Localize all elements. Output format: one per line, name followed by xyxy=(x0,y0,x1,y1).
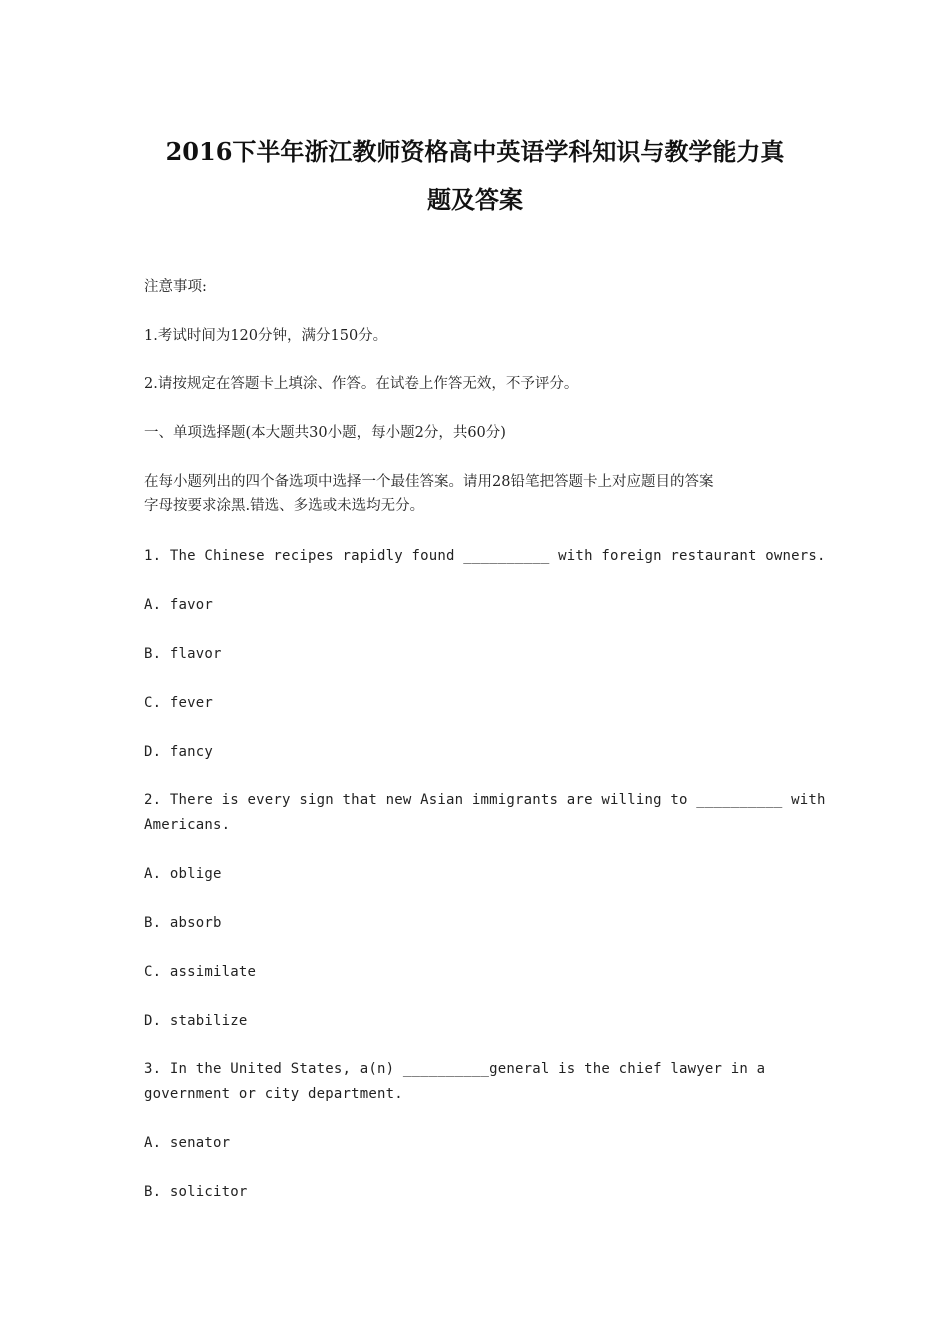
question-2-option-a: A. oblige xyxy=(144,866,222,882)
section-instruction-line-2: 字母按要求涂黑.错选、多选或未选均无分。 xyxy=(144,498,425,514)
question-1-option-c: C. fever xyxy=(144,695,214,711)
document-title-line-1: 2016下半年浙江教师资格高中英语学科知识与教学能力真 xyxy=(165,137,785,166)
question-3-stem-line-1: 3. In the United States, a(n) __________general is the chief lawyer in a xyxy=(144,1061,766,1077)
question-1-stem: 1. The Chinese recipes rapidly found __________ with foreign restaurant owners. xyxy=(144,548,826,564)
question-2-option-c: C. assimilate xyxy=(144,964,257,980)
question-2-stem-line-1: 2. There is every sign that new Asian immigrants are willing to __________ with xyxy=(144,792,826,808)
question-3-option-a: A. senator xyxy=(144,1135,231,1151)
question-3-stem-line-2: government or city department. xyxy=(144,1086,403,1102)
notice-item-1: 1.考试时间为120分钟，满分150分。 xyxy=(144,328,388,344)
notice-item-2: 2.请按规定在答题卡上填涂、作答。在试卷上作答无效，不予评分。 xyxy=(144,376,579,392)
question-1-option-b: B. flavor xyxy=(144,646,222,662)
notice-heading: 注意事项: xyxy=(144,279,207,295)
question-2-option-d: D. stabilize xyxy=(144,1013,248,1029)
document-title-line-2: 题及答案 xyxy=(427,185,523,214)
section-instruction-line-1: 在每小题列出的四个备选项中选择一个最佳答案。请用28铅笔把答题卡上对应题目的答案 xyxy=(144,474,714,490)
question-1-option-a: A. favor xyxy=(144,597,214,613)
question-2-stem-line-2: Americans. xyxy=(144,817,231,833)
question-2-option-b: B. absorb xyxy=(144,915,222,931)
section-heading: 一、单项选择题(本大题共30小题，每小题2分，共60分) xyxy=(144,425,506,441)
question-3-option-b: B. solicitor xyxy=(144,1184,248,1200)
question-1-option-d: D. fancy xyxy=(144,744,214,760)
